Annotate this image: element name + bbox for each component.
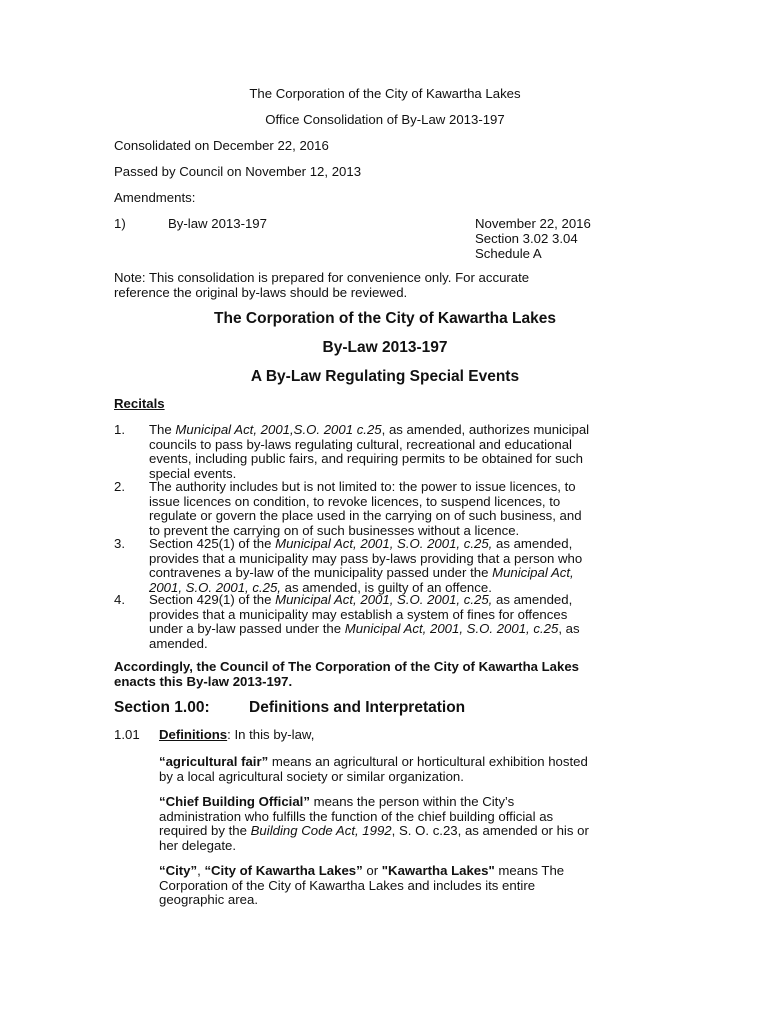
amendment-number: 1) bbox=[114, 216, 126, 231]
recital-number: 2. bbox=[114, 479, 125, 494]
consolidated-date: Consolidated on December 22, 2016 bbox=[114, 138, 329, 153]
header-office-line: Office Consolidation of By-Law 2013-197 bbox=[265, 112, 505, 127]
amendment-schedule: Schedule A bbox=[475, 246, 542, 261]
recital-line: special events. bbox=[149, 465, 237, 481]
recital-line: amended. bbox=[149, 635, 208, 651]
header-corp-line: The Corporation of the City of Kawartha Lakes bbox=[249, 86, 521, 101]
recital-line: regulate or govern the place used in the carrying on of such business, and bbox=[149, 508, 582, 523]
note-line-2: reference the original by-laws should be reviewed. bbox=[114, 285, 408, 300]
definitions-heading: Definitions bbox=[159, 727, 228, 742]
title-subject: A By-Law Regulating Special Events bbox=[250, 368, 520, 385]
definition-chief-building-official: “Chief Building Official” means the person within the City’s bbox=[159, 794, 515, 809]
enacting-clause-line-1: Accordingly, the Council of The Corporation of the City of Kawartha Lakes bbox=[114, 659, 580, 674]
recital-line: to prevent the carrying on of such businesses without a licence. bbox=[149, 522, 520, 538]
definition-line: administration who fulfills the function of the chief building official as bbox=[159, 808, 554, 824]
recital-number: 1. bbox=[114, 422, 125, 437]
passed-date: Passed by Council on November 12, 2013 bbox=[114, 164, 362, 179]
definitions-number: 1.01 bbox=[114, 727, 140, 742]
section-title: Definitions and Interpretation bbox=[249, 699, 466, 716]
definition-line: required by the Building Code Act, 1992, S. O. c.23, as amended or his or bbox=[159, 823, 589, 838]
recital-line: issue licences on condition, to revoke licences, to suspend licences, to bbox=[149, 493, 561, 509]
note-line-1: Note: This consolidation is prepared for convenience only. For accurate bbox=[114, 270, 530, 285]
recital-line: provides that a municipality may establish a system of fines for offences bbox=[149, 606, 568, 622]
definition-agricultural-fair: “agricultural fair” means an agricultural or horticultural exhibition hosted bbox=[159, 754, 588, 769]
definition-line: Corporation of the City of Kawartha Lakes and includes its entire bbox=[159, 877, 536, 893]
enacting-clause-line-2: enacts this By-law 2013-197. bbox=[114, 674, 293, 689]
recital-number: 4. bbox=[114, 592, 125, 607]
definition-city: “City”, “City of Kawartha Lakes” or "Kawartha Lakes" means The bbox=[159, 863, 565, 878]
recital-line: Section 425(1) of the Municipal Act, 2001, S.O. 2001, c.25, as amended, bbox=[149, 536, 573, 551]
amendment-section: Section 3.02 3.04 bbox=[475, 231, 578, 246]
recital-line: councils to pass by-laws regulating cultural, recreational and educational bbox=[149, 436, 572, 452]
title-corporation: The Corporation of the City of Kawartha Lakes bbox=[214, 310, 556, 327]
definition-line: geographic area. bbox=[159, 892, 258, 907]
recitals-heading: Recitals bbox=[114, 396, 165, 411]
definition-line: her delegate. bbox=[159, 837, 236, 853]
recital-line: under a by-law passed under the Municipal Act, 2001, S.O. 2001, c.25, as bbox=[149, 621, 580, 636]
recital-line: The Municipal Act, 2001,S.O. 2001 c.25, as amended, authorizes municipal bbox=[149, 422, 590, 437]
definition-line: by a local agricultural society or similar organization. bbox=[159, 768, 464, 784]
definitions-intro: Definitions: In this by-law, bbox=[159, 727, 315, 742]
recital-line: The authority includes but is not limited to: the power to issue licences, to bbox=[149, 479, 576, 494]
recital-line: 2001, S.O. 2001, c.25, as amended, is guilty of an offence. bbox=[149, 579, 492, 595]
recital-line: events, including public fairs, and requiring permits to be obtained for such bbox=[149, 451, 583, 466]
recital-line: Section 429(1) of the Municipal Act, 2001, S.O. 2001, c.25, as amended, bbox=[149, 592, 573, 607]
amendments-label: Amendments: bbox=[114, 190, 196, 205]
section-number: Section 1.00: bbox=[114, 699, 210, 716]
amendment-date: November 22, 2016 bbox=[475, 216, 591, 231]
recital-line: contravenes a by-law of the municipality passed under the Municipal Act, bbox=[149, 565, 574, 580]
recital-number: 3. bbox=[114, 536, 125, 551]
title-bylaw: By-Law 2013-197 bbox=[322, 339, 448, 356]
amendment-bylaw: By-law 2013-197 bbox=[168, 216, 267, 231]
recital-line: provides that a municipality may pass by-laws providing that a person who bbox=[149, 550, 583, 566]
